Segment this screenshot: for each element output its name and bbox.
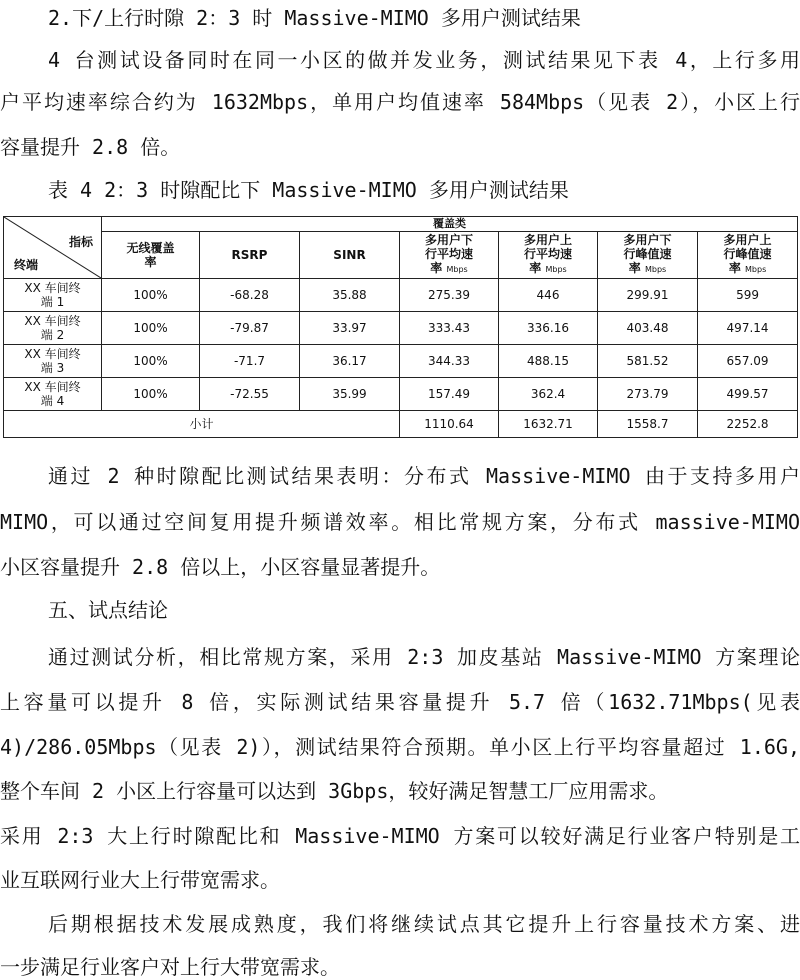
- column-unit: Mbps: [745, 265, 767, 274]
- terminal-name-line: XX 车间终: [24, 347, 81, 361]
- column-header: [698, 232, 798, 279]
- paragraph-line: 业互联网行业大上行带宽需求。: [0, 868, 280, 892]
- table-cell: 599: [698, 279, 798, 312]
- corner-header-cell: [4, 217, 102, 279]
- column-header-line: 多用户上: [523, 233, 572, 247]
- column-header: [598, 232, 698, 279]
- table-cell: 488.15: [499, 345, 598, 378]
- column-header-line: 多用户下: [623, 233, 672, 247]
- subtotal-cell: 1632.71: [499, 411, 598, 438]
- table-cell: 657.09: [698, 345, 798, 378]
- table-cell: 35.99: [300, 378, 400, 411]
- column-header-line: [400, 261, 498, 277]
- terminal-name-line: XX 车间终: [24, 281, 81, 295]
- terminal-name-line: 端 4: [40, 394, 65, 408]
- corner-label-metric: 指标: [68, 235, 93, 249]
- table-cell: 497.14: [698, 312, 798, 345]
- subtotal-label: 小计: [4, 411, 400, 438]
- table-cell: -68.28: [200, 279, 300, 312]
- column-header: SINR: [300, 232, 400, 279]
- column-header-line: 率: [144, 255, 157, 269]
- column-header-text: 率: [728, 261, 741, 275]
- column-header: [400, 232, 499, 279]
- column-header-line: [499, 261, 597, 277]
- table-row: [4, 345, 798, 378]
- column-header: [102, 232, 200, 279]
- table-row: [4, 279, 798, 312]
- column-header-line: [598, 261, 697, 277]
- paragraph-line: 户平均速率综合约为 1632Mbps，单用户均值速率 584Mbps（见表 2），小区上行: [0, 90, 800, 114]
- table-cell: 157.49: [400, 378, 499, 411]
- table-cell: -72.55: [200, 378, 300, 411]
- group-header: 覆盖类: [102, 217, 798, 232]
- table-cell: 273.79: [598, 378, 698, 411]
- section-heading: 五、试点结论: [48, 598, 168, 622]
- table-cell: 446: [499, 279, 598, 312]
- column-header-line: 多用户上: [723, 233, 772, 247]
- column-header-line: 行峰值速: [623, 247, 672, 261]
- column-header-text: 率: [430, 261, 443, 275]
- paragraph-line: 通过 2 种时隙配比测试结果表明：分布式 Massive-MIMO 由于支持多用户: [48, 464, 800, 488]
- terminal-name-line: 端 3: [40, 361, 65, 375]
- paragraph-line: 整个车间 2 小区上行容量可以达到 3Gbps，较好满足智慧工厂应用需求。: [0, 779, 669, 803]
- table-cell: 100%: [102, 345, 200, 378]
- subtotal-cell: 2252.8: [698, 411, 798, 438]
- table-cell: 100%: [102, 378, 200, 411]
- table-cell: 362.4: [499, 378, 598, 411]
- table-row: [4, 312, 798, 345]
- subtotal-row: [4, 411, 798, 438]
- terminal-name-cell: [4, 345, 102, 378]
- paragraph-line: 上容量可以提升 8 倍，实际测试结果容量提升 5.7 倍（1632.71Mbps(见表: [0, 690, 800, 714]
- table-caption: 表 4 2：3 时隙配比下 Massive-MIMO 多用户测试结果: [48, 178, 569, 202]
- table-cell: 33.97: [300, 312, 400, 345]
- paragraph-line: 一步满足行业客户对上行大带宽需求。: [0, 955, 340, 979]
- results-table: [3, 216, 798, 438]
- table-cell: 299.91: [598, 279, 698, 312]
- paragraph-line: 通过测试分析，相比常规方案，采用 2:3 加皮基站 Massive-MIMO 方案理论: [48, 645, 800, 669]
- terminal-name-line: 端 2: [40, 328, 65, 342]
- terminal-name-line: XX 车间终: [24, 380, 81, 394]
- column-header-text: 率: [628, 261, 641, 275]
- terminal-name-line: 端 1: [40, 295, 65, 309]
- column-header-line: 无线覆盖: [126, 241, 175, 255]
- terminal-name-cell: [4, 312, 102, 345]
- paragraph-line: 4 台测试设备同时在同一小区的做并发业务，测试结果见下表 4，上行多用: [48, 48, 800, 72]
- table-cell: 35.88: [300, 279, 400, 312]
- column-unit: Mbps: [446, 265, 468, 274]
- table-cell: 499.57: [698, 378, 798, 411]
- paragraph-line: 容量提升 2.8 倍。: [0, 135, 181, 159]
- column-header-line: 行峰值速: [723, 247, 772, 261]
- table-cell: 403.48: [598, 312, 698, 345]
- subtotal-cell: 1110.64: [400, 411, 499, 438]
- terminal-name-cell: [4, 279, 102, 312]
- table-cell: -71.7: [200, 345, 300, 378]
- column-unit: Mbps: [644, 265, 667, 274]
- paragraph-line: 采用 2:3 大上行时隙配比和 Massive-MIMO 方案可以较好满足行业客户特别是工: [0, 824, 800, 848]
- table-cell: 344.33: [400, 345, 499, 378]
- column-header-line: 行平均速: [523, 247, 572, 261]
- column-header-line: 多用户下: [424, 233, 473, 247]
- table-row: [4, 378, 798, 411]
- section-heading: 2.下/上行时隙 2：3 时 Massive-MIMO 多用户测试结果: [48, 6, 581, 30]
- paragraph-line: 后期根据技术发展成熟度，我们将继续试点其它提升上行容量技术方案、进: [48, 912, 800, 936]
- terminal-name-line: XX 车间终: [24, 314, 81, 328]
- table-cell: 36.17: [300, 345, 400, 378]
- table-cell: 100%: [102, 279, 200, 312]
- column-header-text: 率: [529, 261, 542, 275]
- column-header-line: [698, 261, 797, 277]
- paragraph-line: 小区容量提升 2.8 倍以上，小区容量显著提升。: [0, 555, 441, 579]
- paragraph-line: MIMO，可以通过空间复用提升频谱效率。相比常规方案，分布式 massive-MIMO: [0, 510, 800, 534]
- terminal-name-cell: [4, 378, 102, 411]
- table-cell: -79.87: [200, 312, 300, 345]
- table-cell: 275.39: [400, 279, 499, 312]
- column-header: RSRP: [200, 232, 300, 279]
- corner-label-terminal: 终端: [14, 258, 39, 272]
- table-cell: 336.16: [499, 312, 598, 345]
- column-header-line: 行平均速: [424, 247, 473, 261]
- column-header: [499, 232, 598, 279]
- column-unit: Mbps: [545, 265, 567, 274]
- table-cell: 100%: [102, 312, 200, 345]
- subtotal-cell: 1558.7: [598, 411, 698, 438]
- paragraph-line: 4)/286.05Mbps（见表 2)），测试结果符合预期。单小区上行平均容量超过 1.6G,: [0, 735, 800, 759]
- table-cell: 581.52: [598, 345, 698, 378]
- table-cell: 333.43: [400, 312, 499, 345]
